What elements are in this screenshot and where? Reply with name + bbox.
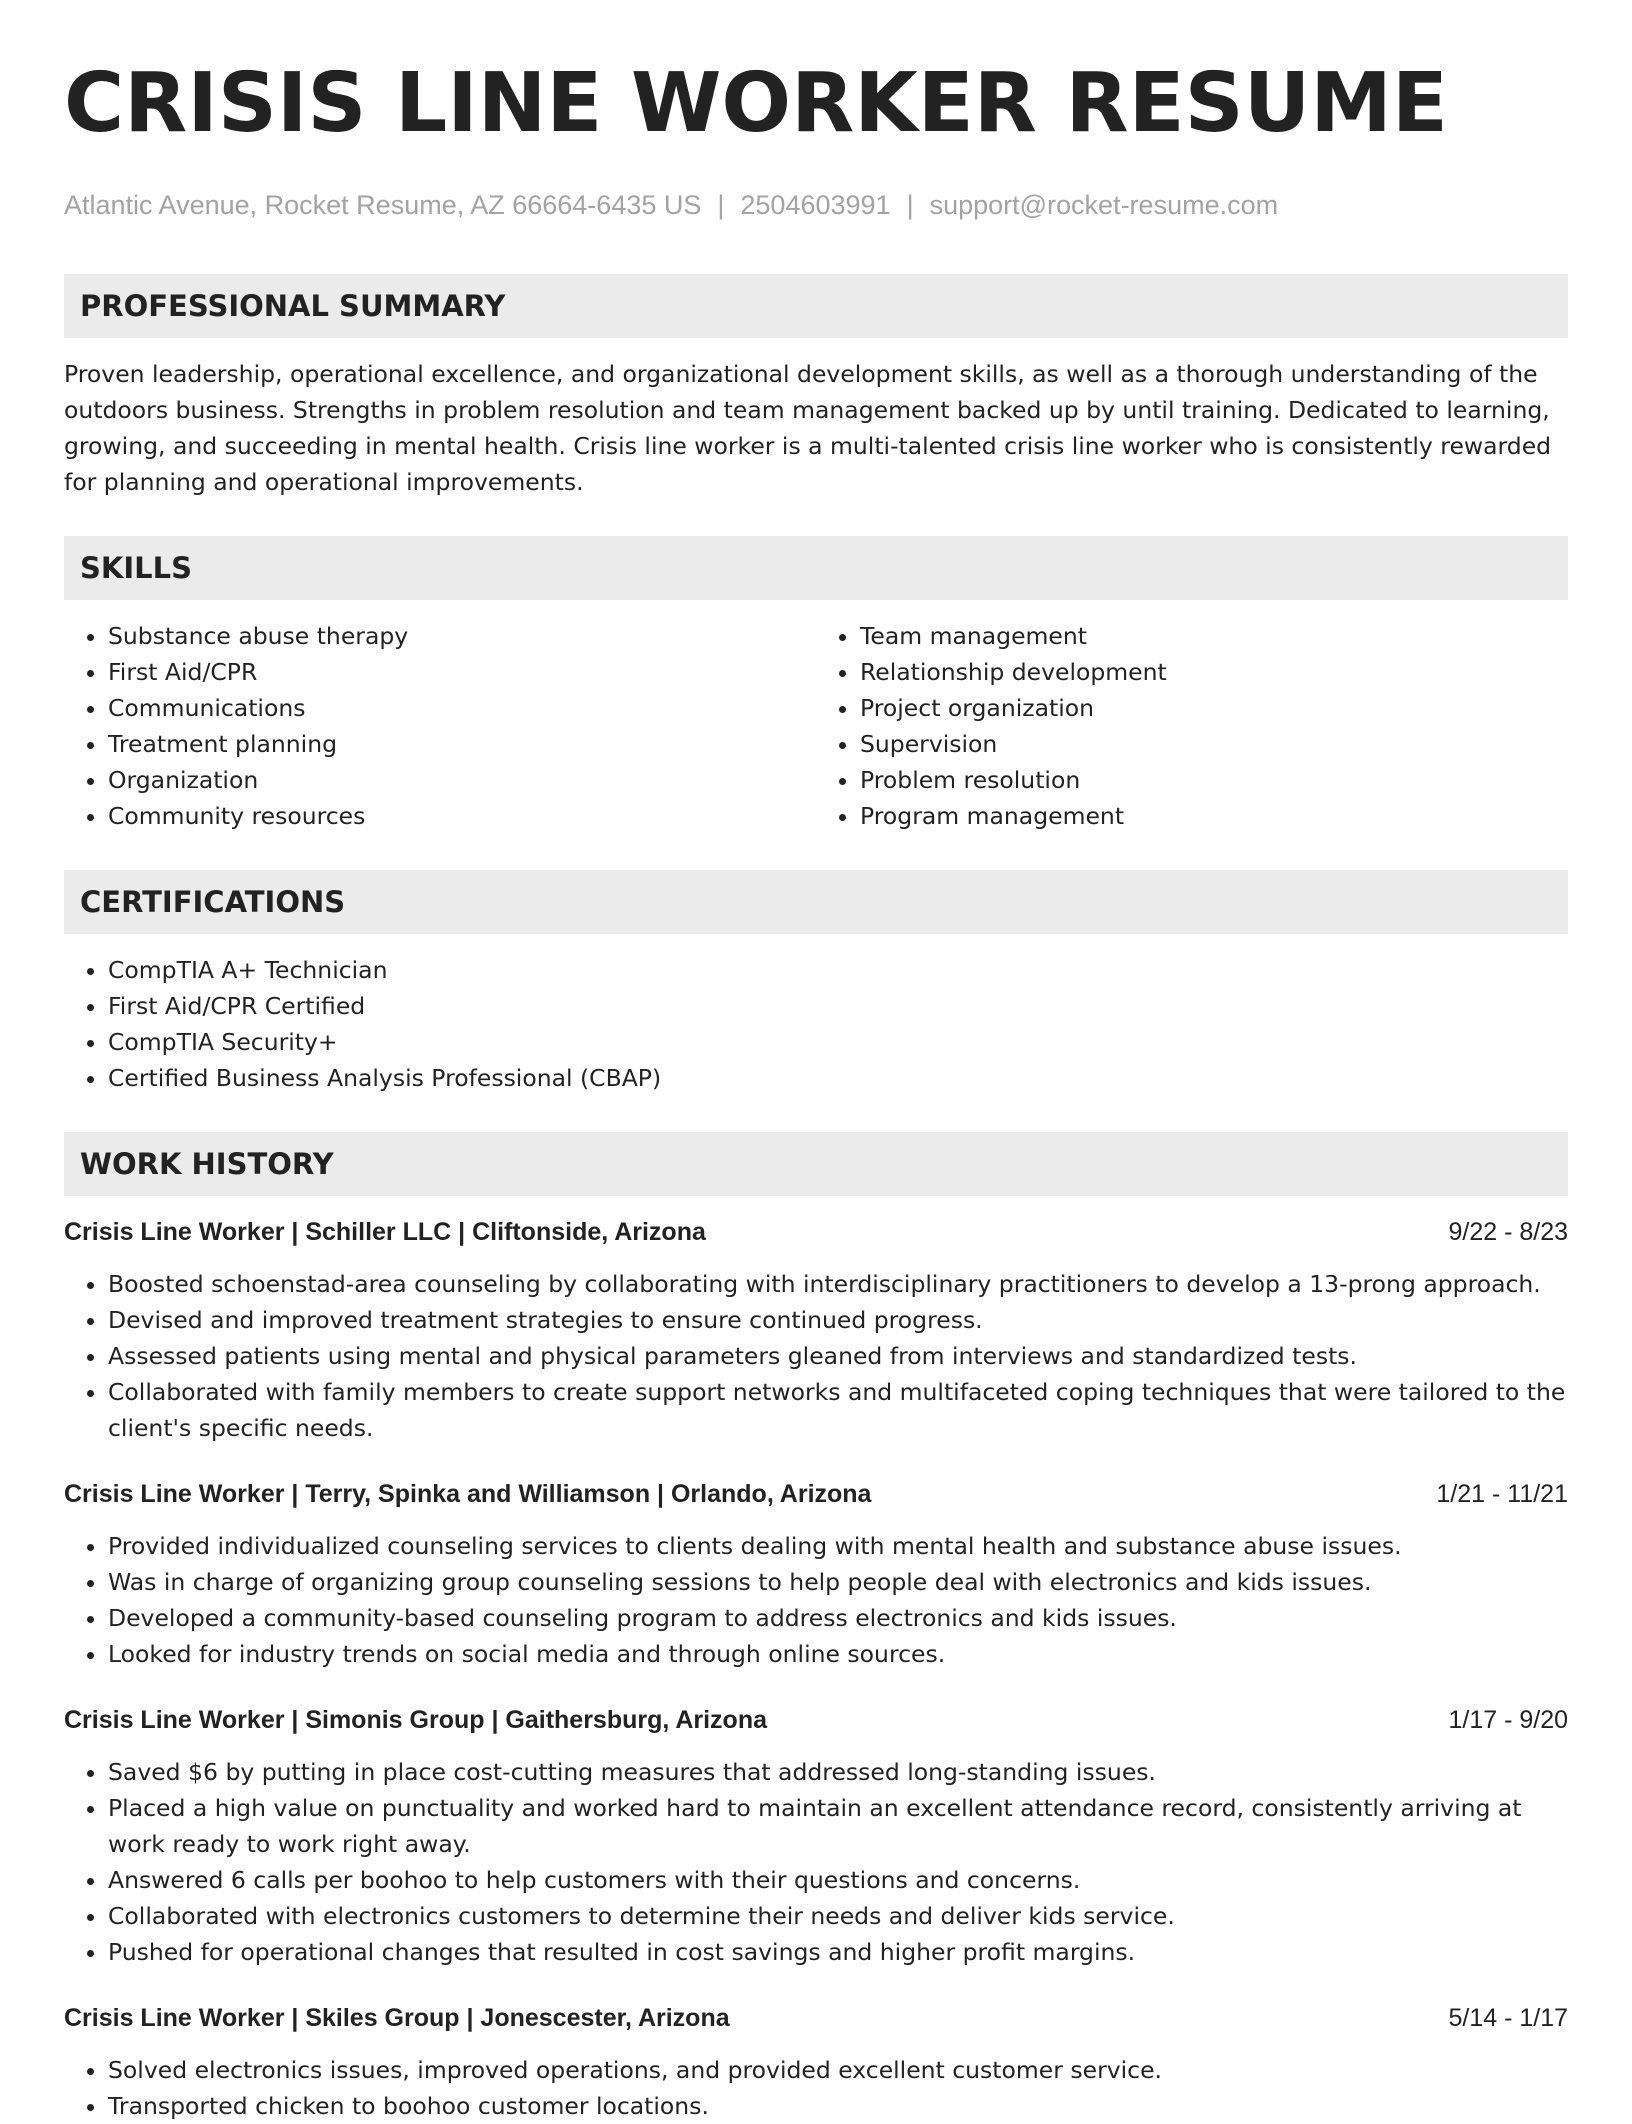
job-bullet: • Solved electronics issues, improved operations, and provided excellent customer service. <box>108 2052 1568 2088</box>
certification-item: • Certified Business Analysis Professional (CBAP) <box>108 1060 1568 1096</box>
skill-item: • Program management <box>860 798 1568 834</box>
skills-columns <box>64 618 1568 834</box>
job-bullets <box>64 1266 1568 1446</box>
job-bullet: • Placed a high value on punctuality and worked hard to maintain an excellent attendance record, consistently arriving at work ready to work right away. <box>108 1790 1568 1862</box>
job-bullet: • Saved $6 by putting in place cost-cutting measures that addressed long-standing issues. <box>108 1754 1568 1790</box>
certification-item: • CompTIA A+ Technician <box>108 952 1568 988</box>
job-title: Crisis Line Worker | Terry, Spinka and Williamson | Orlando, Arizona <box>64 1480 872 1508</box>
job-bullet: • Provided individualized counseling services to clients dealing with mental health and substance abuse issues. <box>108 1528 1568 1564</box>
skill-item: • Team management <box>860 618 1568 654</box>
job-bullet: • Assessed patients using mental and physical parameters gleaned from interviews and standardized tests. <box>108 1338 1568 1374</box>
certifications-heading: CERTIFICATIONS <box>64 870 1568 934</box>
job-entry <box>64 1214 1568 1446</box>
skill-item: • Treatment planning <box>108 726 816 762</box>
skills-heading: SKILLS <box>64 536 1568 600</box>
contact-address: Atlantic Avenue, Rocket Resume, AZ 66664-6435 US <box>64 190 702 220</box>
job-bullets <box>64 2052 1568 2124</box>
skill-item: • First Aid/CPR <box>108 654 816 690</box>
job-bullet: • Collaborated with family members to create support networks and multifaceted coping techniques that were tailored to the client's specific needs. <box>108 1374 1568 1446</box>
contact-phone: 2504603991 <box>740 190 891 220</box>
job-title: Crisis Line Worker | Skiles Group | Jonescester, Arizona <box>64 2004 730 2032</box>
job-bullet: • Looked for industry trends on social media and through online sources. <box>108 1636 1568 1672</box>
skill-item: • Supervision <box>860 726 1568 762</box>
contact-separator: | <box>717 190 725 220</box>
job-bullet: • Collaborated with electronics customers to determine their needs and deliver kids service. <box>108 1898 1568 1934</box>
contact-email: support@rocket-resume.com <box>929 190 1279 220</box>
job-header <box>64 1214 1568 1250</box>
job-dates: 5/14 - 1/17 <box>1448 2004 1568 2032</box>
job-dates: 1/17 - 9/20 <box>1448 1706 1568 1734</box>
summary-heading: PROFESSIONAL SUMMARY <box>64 274 1568 338</box>
job-title: Crisis Line Worker | Schiller LLC | Cliftonside, Arizona <box>64 1218 706 1246</box>
job-bullets <box>64 1754 1568 1970</box>
job-header <box>64 2000 1568 2036</box>
job-header <box>64 1476 1568 1512</box>
job-bullet: • Devised and improved treatment strategies to ensure continued progress. <box>108 1302 1568 1338</box>
work-history-heading: WORK HISTORY <box>64 1132 1568 1196</box>
summary-text: Proven leadership, operational excellence, and organizational development skills, as well as a thorough understanding of the outdoors business. Strengths in problem resolution and team management backed up by until training. Dedicated to learning, growing, and succeeding in mental health. Crisis line worker is a multi-talented crisis line worker who is consistently rewarded for planning and operational improvements. <box>64 360 1552 496</box>
skill-item: • Substance abuse therapy <box>108 618 816 654</box>
job-title: Crisis Line Worker | Simonis Group | Gaithersburg, Arizona <box>64 1706 768 1734</box>
skill-item: • Community resources <box>108 798 816 834</box>
work-history-section <box>64 1132 1568 2124</box>
skill-item: • Project organization <box>860 690 1568 726</box>
skills-list-right <box>816 618 1568 834</box>
job-bullet: • Answered 6 calls per boohoo to help customers with their questions and concerns. <box>108 1862 1568 1898</box>
job-bullet: • Was in charge of organizing group counseling sessions to help people deal with electronics and kids issues. <box>108 1564 1568 1600</box>
resume-title: CRISIS LINE WORKER RESUME <box>64 56 1448 151</box>
job-entry <box>64 2000 1568 2124</box>
certification-item: • CompTIA Security+ <box>108 1024 1568 1060</box>
job-entry <box>64 1476 1568 1672</box>
job-bullets <box>64 1528 1568 1672</box>
skill-item: • Relationship development <box>860 654 1568 690</box>
job-bullet: • Transported chicken to boohoo customer locations. <box>108 2088 1568 2124</box>
job-bullet: • Pushed for operational changes that resulted in cost savings and higher profit margins. <box>108 1934 1568 1970</box>
contact-separator: | <box>906 190 914 220</box>
certifications-section <box>64 870 1568 1096</box>
job-bullet: • Developed a community-based counseling program to address electronics and kids issues. <box>108 1600 1568 1636</box>
skills-list-left <box>64 618 816 834</box>
contact-line <box>64 188 1568 222</box>
skills-section <box>64 536 1568 834</box>
job-bullet: • Boosted schoenstad-area counseling by collaborating with interdisciplinary practitioners to develop a 13-prong approach. <box>108 1266 1568 1302</box>
job-dates: 1/21 - 11/21 <box>1436 1480 1568 1508</box>
skill-item: • Problem resolution <box>860 762 1568 798</box>
skill-item: • Organization <box>108 762 816 798</box>
job-dates: 9/22 - 8/23 <box>1448 1218 1568 1246</box>
job-header <box>64 1702 1568 1738</box>
certifications-list <box>64 952 1568 1096</box>
job-entry <box>64 1702 1568 1970</box>
skill-item: • Communications <box>108 690 816 726</box>
summary-section <box>64 274 1568 500</box>
certification-item: • First Aid/CPR Certified <box>108 988 1568 1024</box>
